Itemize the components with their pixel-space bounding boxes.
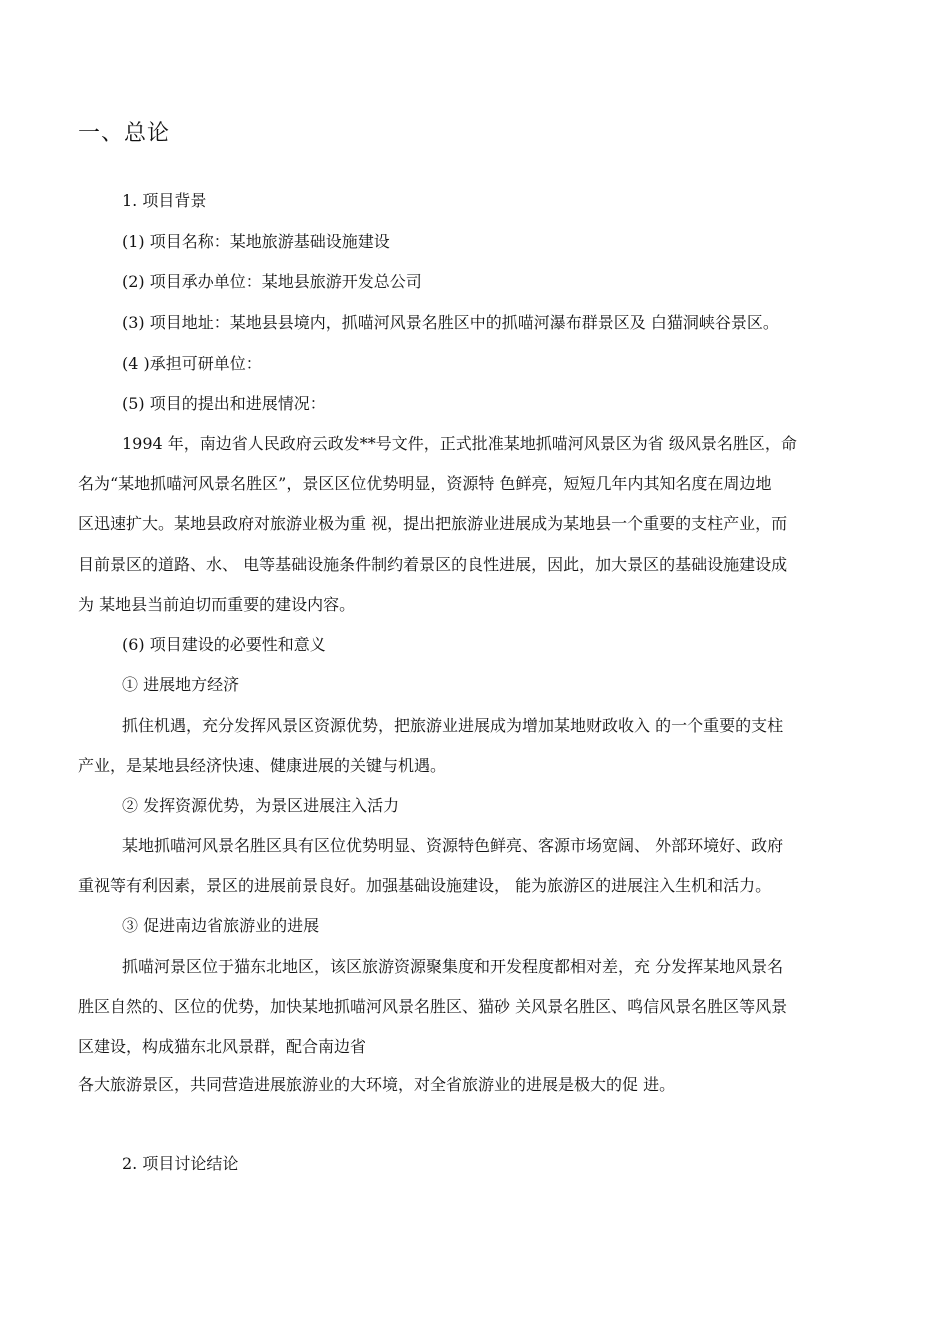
paragraph-line: 为 某地县当前迫切而重要的建设内容。 — [78, 595, 356, 614]
paragraph-line: 各大旅游景区，共同营造进展旅游业的大环境，对全省旅游业的进展是极大的促 进。 — [78, 1075, 676, 1094]
item-project-address: (3) 项目地址：某地县县境内，抓喵河风景名胜区中的抓喵河瀑布群景区及 白猫洞峡谷景区。 — [122, 313, 779, 332]
item-proposal-progress: (5) 项目的提出和进展情况： — [122, 394, 326, 413]
chapter-heading: 一、总论 — [78, 121, 171, 146]
item-undertaking-unit: (2) 项目承办单位：某地县旅游开发总公司 — [122, 272, 422, 291]
paragraph-line: 重视等有利因素，景区的进展前景良好。加强基础设施建设， 能为旅游区的进展注入生机和活力。 — [78, 876, 772, 895]
subheading-resource-advantage: ② 发挥资源优势，为景区进展注入活力 — [122, 796, 400, 815]
paragraph-line: 区迅速扩大。某地县政府对旅游业极为重 视，提出把旅游业进展成为某地县一个重要的支柱产业，而 — [78, 514, 788, 533]
paragraph-line: 某地抓喵河风景名胜区具有区位优势明显、资源特色鲜亮、客源市场宽阔、 外部环境好、政府 — [122, 836, 784, 855]
subheading-province-tourism: ③ 促进南边省旅游业的进展 — [122, 916, 320, 935]
paragraph-line: 目前景区的道路、水、 电等基础设施条件制约着景区的良性进展，因此，加大景区的基础设施建设成 — [78, 555, 788, 574]
paragraph-line: 产业，是某地县经济快速、健康进展的关键与机遇。 — [78, 756, 447, 775]
item-research-unit: (4 )承担可研单位： — [122, 354, 262, 373]
section-title-background: 1. 项目背景 — [122, 191, 207, 210]
paragraph-line: 胜区自然的、区位的优势，加快某地抓喵河风景名胜区、猫砂 关风景名胜区、鸣信风景名胜区等风景 — [78, 997, 788, 1016]
paragraph-line: 抓住机遇，充分发挥风景区资源优势，把旅游业进展成为增加某地财政收入 的一个重要的支柱 — [122, 716, 784, 735]
item-project-name: (1) 项目名称：某地旅游基础设施建设 — [122, 232, 390, 251]
paragraph-line: 区建设，构成猫东北风景群，配合南边省 — [78, 1037, 367, 1056]
paragraph-line: 名为“某地抓喵河风景名胜区”，景区区位优势明显，资源特 色鲜亮，短短几年内其知名度在周边地 — [78, 474, 772, 493]
section-title-conclusion: 2. 项目讨论结论 — [122, 1154, 239, 1173]
paragraph-line: 抓喵河景区位于猫东北地区，该区旅游资源聚集度和开发程度都相对差，充 分发挥某地风景名 — [122, 957, 784, 976]
paragraph-line: 1994 年，南边省人民政府云政发**号文件，正式批准某地抓喵河风景区为省 级风景名胜区，命 — [122, 434, 797, 453]
subheading-local-economy: ① 进展地方经济 — [122, 675, 240, 694]
item-necessity: (6) 项目建设的必要性和意义 — [122, 635, 326, 654]
